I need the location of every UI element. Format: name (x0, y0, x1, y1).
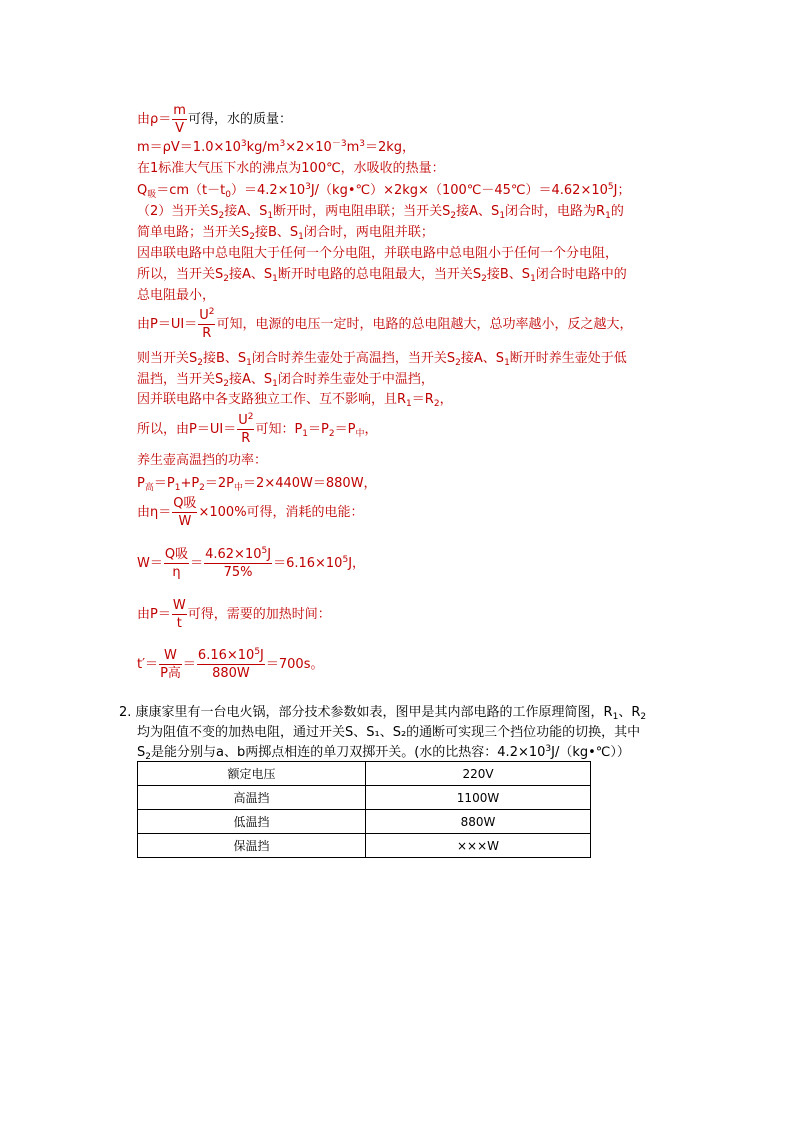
solution-line-8: 所以，当开关$S_2$接A、$S_1$断开时电路的总电阻最大，当开关$S_2$接B、$S_1$闭合时电路中的 (137, 267, 627, 284)
fraction-616-over-880: $\frac{6.16\times 10^5J}{880W}$ (197, 647, 264, 681)
fraction-w-over-p: $\frac{W}{\text{P高}}$ (160, 648, 181, 681)
table-cell-label: 高温挡 (138, 786, 366, 810)
table-cell-label: 保温挡 (138, 834, 366, 858)
solution-line-14: 所以，由P＝UI＝ $\frac{U^2}{R}$ 可知：$P_1=P_2=P_中$， (137, 412, 378, 446)
solution-line-5: （2）当开关$S_2$接A、$S_1$断开时，两电阻串联；当开关$S_2$接A、$S_1$闭合时，电路为$R_1$的 (137, 204, 624, 221)
solution-line-15: 养生壶高温挡的功率： (137, 453, 268, 468)
fraction-m-over-V: $\frac{m}{V}$ (173, 103, 186, 136)
table-row (138, 762, 591, 786)
solution-line-6: 简单电路；当开关$S_2$接B、$S_1$闭合时，两电阻并联； (137, 225, 434, 242)
fraction-462-over-75: $\frac{4.62\times 10^5J}{75\%}$ (205, 546, 272, 580)
table-cell-value: ×××W (366, 834, 591, 858)
question-2-line-2: 均为阻值不变的加热电阻，通过开关S、S₁、S₂的通断可实现三个挡位功能的切换，其中 (137, 725, 641, 740)
solution-line-17: 由η＝ $\frac{\text{Q吸}}{W}$ ×100%可得，消耗的电能： (137, 496, 364, 529)
parameter-table (137, 761, 591, 858)
fraction-q-over-w: $\frac{\text{Q吸}}{W}$ (173, 496, 197, 529)
solution-line-16: $P_高=P_1+P_2=2P_中=2\times 440W=880W$， (137, 476, 377, 493)
fraction-w-over-t: $\frac{W}{t}$ (172, 598, 186, 631)
table-cell-label: 额定电压 (138, 762, 366, 786)
table-row (138, 810, 591, 834)
table-cell-value: 220V (366, 762, 591, 786)
solution-line-1: 由ρ＝ $\frac{m}{V}$ 可得，水的质量： (137, 103, 292, 136)
solution-line-2: $m=\rho V=1.0\times 10^3kg/m^3\times 2\times 10^{-3}m^3=2kg$， (137, 139, 416, 155)
solution-line-11: 则当开关$S_2$接B、$S_1$闭合时养生壶处于高温挡，当开关$S_2$接A、$S_1$断开时养生壶处于低 (137, 351, 627, 368)
solution-line-20: t′＝ $\frac{W}{\text{P高}}$ ＝ $\frac{6.16\times 10^5J}{880W}$ ＝700s。 (137, 647, 324, 681)
solution-line-4: $Q_吸=cm(t-t_0)=4.2\times 10^3J/(kg•℃)\times 2kg\times(100℃-45℃)=4.62\times 10^5J$； (137, 182, 631, 200)
table-row (138, 834, 591, 858)
fraction-q-over-eta: $\frac{\text{Q吸}}{\eta}$ (164, 547, 189, 580)
solution-line-7: 因串联电路中总电阻大于任何一个分电阻，并联电路中总电阻小于任何一个分电阻， (137, 246, 619, 261)
solution-line-3: 在1标准大气压下水的沸点为100℃，水吸收的热量： (137, 161, 445, 176)
fraction-u2-over-r: $\frac{U^2}{R}$ (199, 307, 215, 341)
solution-line-13: 因并联电路中各支路独立工作、互不影响，且$R_1=R_2$， (137, 392, 453, 409)
fraction-u2-over-r-2: $\frac{U^2}{R}$ (238, 412, 254, 446)
table-cell-value: 1100W (366, 786, 591, 810)
question-2-line-1: 2. 康康家里有一台电火锅，部分技术参数如表，图甲是其内部电路的工作原理简图，$R_1$、$R_2$ (119, 705, 647, 722)
solution-line-9: 总电阻最小， (137, 288, 216, 303)
solution-line-12: 温挡，当开关$S_2$接A、$S_1$闭合时养生壶处于中温挡， (137, 372, 434, 389)
table-cell-value: 880W (366, 810, 591, 834)
solution-line-18: W＝ $\frac{\text{Q吸}}{\eta}$ ＝ $\frac{4.62\times 10^5J}{75\%}$ $=6.16\times 10^5J$， (137, 546, 366, 580)
table-row (138, 786, 591, 810)
question-2-line-3: $S_2$是能分别与a、b两掷点相连的单刀双掷开关。(水的比热容：$4.2\times 10^3J/(kg•℃)$） (137, 744, 630, 762)
table-cell-label: 低温挡 (138, 810, 366, 834)
solution-line-10: 由P＝UI＝ $\frac{U^2}{R}$ 可知，电源的电压一定时，电路的总电阻越大，总功率越小，反之越大， (137, 307, 633, 341)
question-number: 2. (119, 705, 132, 720)
solution-line-19: 由P＝ $\frac{W}{t}$ 可得，需要的加热时间： (137, 598, 331, 631)
